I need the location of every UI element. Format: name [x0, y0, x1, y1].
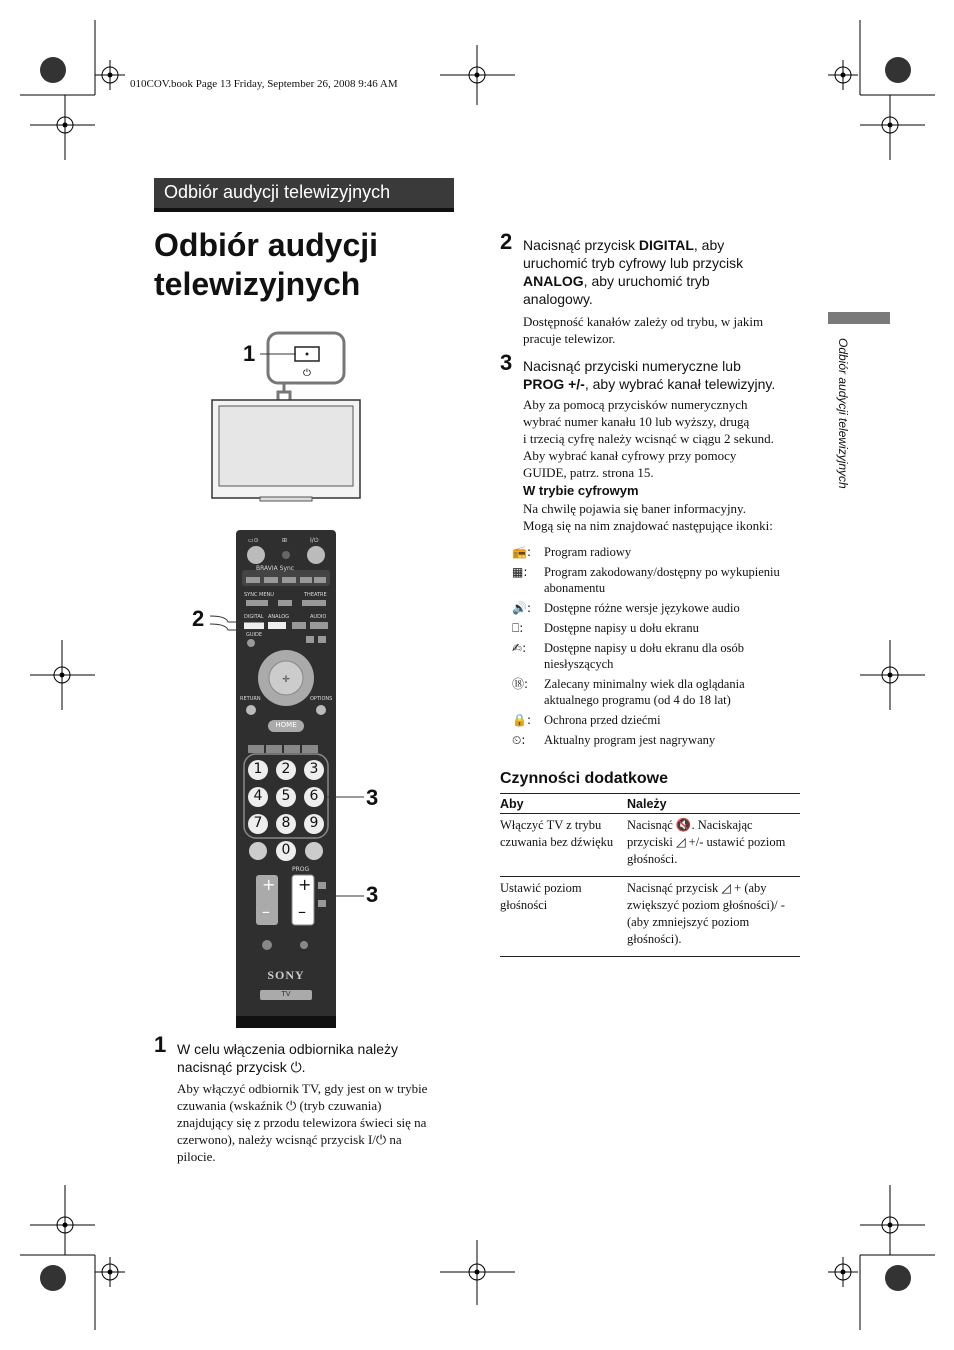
section-header-bar: Odbiór audycji telewizyjnych [154, 178, 454, 212]
label-3b-leader [316, 888, 366, 902]
audio-languages-icon: 🔊: [512, 601, 531, 615]
table-cell: Włączyć TV z trybu czuwania bez dźwięku [500, 814, 627, 877]
digital-keyword: DIGITAL [638, 237, 694, 253]
label-2-leaders [208, 612, 268, 638]
list-item [512, 544, 802, 560]
analog-keyword: ANALOG [523, 273, 584, 289]
icon-description: Dostępne napisy u dołu ekranu [544, 621, 699, 635]
icon-description: Dostępne różne wersje językowe audio [544, 601, 740, 615]
step-1-body-line: Aby włączyć odbiornik TV, gdy jest on w trybie [177, 1081, 428, 1096]
remote-body-graphics [236, 530, 336, 1028]
scrambled-icon: ▦: [512, 565, 528, 579]
analog-text: ANALOG [268, 614, 289, 620]
table-cell: Nacisnąć przycisk ◿ + (aby zwiększyć poziom głośności)/ - (aby zmniejszyć poziom głośności). [627, 877, 800, 957]
additional-operations-title: Czynności dodatkowe [500, 770, 669, 787]
table-row [500, 814, 800, 877]
list-item [512, 676, 802, 708]
icon-description: Zalecany minimalny wiek dla oglądania aktualnego programu (od 4 do 18 lat) [544, 677, 745, 707]
column-header-aby: Aby [500, 794, 627, 814]
options-text: OPTIONS [310, 696, 333, 702]
label-3a-leader [326, 790, 366, 804]
hearing-impaired-subtitles-icon: ✍: [512, 641, 527, 655]
step-2-text: Nacisnąć przycisk [523, 237, 639, 253]
step-1-heading-line: nacisnąć przycisk ⏻. [177, 1059, 306, 1075]
theatre-text: THEATRE [304, 592, 327, 598]
step-1-body-line: czerwono), należy wcisnąć przycisk I/⏻ na [177, 1132, 402, 1147]
column-header-nalezy: Należy [627, 794, 800, 814]
key-1: 1 [253, 761, 263, 777]
step-3-heading [523, 357, 808, 393]
list-item [512, 564, 802, 596]
return-text: RETURN [240, 696, 261, 702]
key-9: 9 [309, 815, 319, 831]
step-2-number: 2 [500, 229, 513, 254]
step-1-body-line: czuwania (wskaźnik ⏻ (tryb czuwania) [177, 1098, 382, 1113]
radio-icon: 📻: [512, 545, 531, 559]
bravia-sync-text: BRAVIA Sync [256, 565, 295, 572]
table-header-row [500, 794, 800, 814]
prog-plus-text: + [298, 875, 312, 894]
additional-operations-table [500, 793, 800, 957]
table-cell: Ustawić poziom głośności [500, 877, 627, 957]
table-row [500, 877, 800, 957]
page-title-line-2: telewizyjnych [154, 266, 361, 302]
step-2-body-line: Dostępność kanałów zależy od trybu, w jakim [523, 314, 764, 329]
digital-mode-line: Na chwilę pojawia się baner informacyjny. [523, 501, 746, 516]
step-2-text: uruchomić tryb cyfrowy lub przycisk [523, 255, 744, 271]
list-item [512, 620, 802, 636]
key-4: 4 [253, 788, 263, 804]
step-2-text: analogowy. [523, 291, 593, 307]
step-3-body-line: GUIDE, patrz. strona 15. [523, 465, 654, 480]
tv-button-text: TV [281, 990, 291, 998]
icon-description: Aktualny program jest nagrywany [544, 733, 716, 747]
prog-keyword: PROG +/- [523, 376, 585, 392]
sony-logo-text: SONY [267, 968, 305, 982]
step-1-body-line: pilocie. [177, 1149, 216, 1164]
list-item [512, 640, 802, 672]
subtitles-icon: ⎕: [512, 621, 524, 635]
step-1-body-line: znajdujący się z przodu telewizora świeci się na [177, 1115, 427, 1130]
remote-control [236, 530, 336, 1028]
key-5: 5 [281, 788, 291, 804]
step-2-text: , aby uruchomić tryb [583, 273, 710, 289]
list-item [512, 732, 802, 748]
key-8: 8 [281, 815, 291, 831]
list-item [512, 712, 802, 728]
list-item [512, 600, 802, 616]
step-3-body-line: wybrać numer kanału 10 lub wyższy, drugą [523, 414, 750, 429]
side-section-label: Odbiór audycji telewizyjnych [836, 338, 850, 489]
step-1-number: 1 [154, 1032, 167, 1057]
digital-mode-line: Mogą się na nim znajdować następujące ikonki: [523, 518, 773, 533]
figure-label-1: 1 [243, 341, 256, 366]
home-text: HOME [275, 721, 297, 729]
step-3-body-line: i trzecią cyfrę należy wcisnąć w ciągu 2 sekund. [523, 431, 774, 446]
prog-text: PROG [292, 866, 310, 873]
digital-mode-body [523, 500, 808, 534]
step-1-body [177, 1080, 462, 1165]
svg-text:⏻: ⏻ [303, 368, 311, 379]
step-2-text: , aby [693, 237, 725, 253]
svg-text:✛: ✛ [282, 675, 290, 685]
figure-label-3b: 3 [366, 882, 379, 907]
step-1-heading-line: W celu włączenia odbiornika należy [177, 1041, 398, 1057]
age-rating-icon: ⑱: [512, 677, 529, 691]
audio-text: AUDIO [310, 614, 327, 620]
step-3-text: Nacisnąć przyciski numeryczne lub [523, 358, 741, 374]
key-0: 0 [281, 842, 291, 858]
step-3-body-line: Aby za pomocą przycisków numerycznych [523, 397, 748, 412]
icon-description: Program radiowy [544, 545, 632, 559]
step-3-number: 3 [500, 350, 513, 375]
step-2-heading [523, 236, 803, 308]
side-tab-marker [828, 312, 890, 324]
step-3-text: , aby wybrać kanał telewizyjny. [584, 376, 776, 392]
step-3-body-line: Aby wybrać kanał cyfrowy przy pomocy [523, 448, 737, 463]
book-info-header: 010COV.book Page 13 Friday, September 26, 2008 9:46 AM [130, 78, 398, 90]
banner-icons-list [512, 544, 802, 752]
label-1-leader [258, 348, 298, 360]
figure-label-2: 2 [192, 606, 205, 631]
digital-text: DIGITAL [244, 614, 264, 620]
icon-description: Ochrona przed dziećmi [544, 713, 661, 727]
key-2: 2 [281, 761, 291, 777]
guide-text: GUIDE [246, 632, 263, 638]
prog-minus-text: – [298, 902, 306, 921]
icon-description: Dostępne napisy u dołu ekranu dla osób niesłyszących [544, 641, 744, 671]
svg-text:I/⏻: I/⏻ [310, 537, 319, 544]
page-title-line-1: Odbiór audycji [154, 227, 379, 263]
recording-icon: ⏲: [512, 733, 526, 747]
digital-mode-heading: W trybie cyfrowym [523, 483, 639, 498]
step-2-body-line: pracuje telewizor. [523, 331, 616, 346]
icon-description: Program zakodowany/dostępny po wykupieniu abonamentu [544, 565, 780, 595]
vol-plus-text: + [262, 875, 276, 894]
figure-label-3a: 3 [366, 785, 379, 810]
key-7: 7 [253, 815, 263, 831]
step-3-body [523, 396, 808, 481]
parental-lock-icon: 🔒: [512, 713, 531, 727]
table-cell: Nacisnąć 🔇. Naciskając przyciski ◿ +/- ustawić poziom głośności. [627, 814, 800, 877]
svg-text:⊞: ⊞ [282, 537, 288, 544]
vol-minus-text: – [262, 902, 270, 921]
svg-text:▭⊙: ▭⊙ [248, 537, 259, 544]
sync-menu-text: SYNC MENU [244, 592, 274, 598]
key-6: 6 [309, 788, 319, 804]
step-1-heading [177, 1040, 457, 1076]
step-2-body [523, 313, 803, 347]
page-title [154, 226, 454, 304]
key-3: 3 [309, 761, 319, 777]
